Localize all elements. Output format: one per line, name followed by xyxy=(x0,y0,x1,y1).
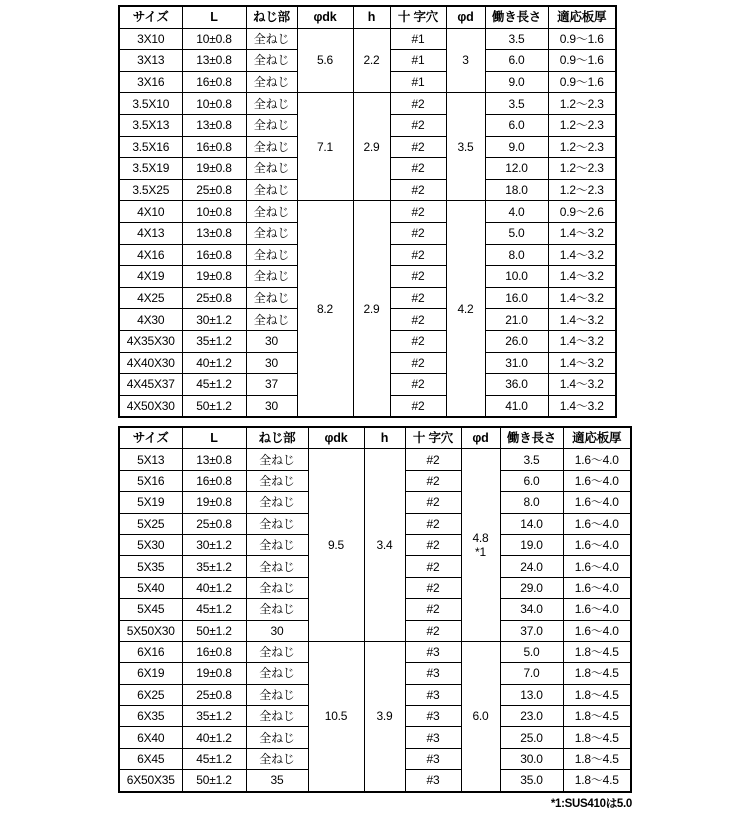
length-cell: 30±1.2 xyxy=(182,309,246,331)
plate-thickness-cell: 1.8～4.5 xyxy=(563,770,631,792)
work-length-cell: 30.0 xyxy=(500,748,563,769)
recess-cell: #2 xyxy=(390,222,446,244)
plate-thickness-cell: 1.6～4.0 xyxy=(563,556,631,577)
length-cell: 13±0.8 xyxy=(182,222,246,244)
recess-cell: #2 xyxy=(390,395,446,417)
thread-cell: 全ねじ xyxy=(246,114,297,136)
work-length-cell: 29.0 xyxy=(500,577,563,598)
thread-cell: 全ねじ xyxy=(246,201,297,223)
size-cell: 3.5X16 xyxy=(119,136,182,158)
recess-cell: #2 xyxy=(390,266,446,288)
work-length-cell: 3.5 xyxy=(485,28,548,50)
work-length-cell: 16.0 xyxy=(485,287,548,309)
recess-cell: #3 xyxy=(405,748,461,769)
header-row xyxy=(119,6,616,28)
size-cell: 3.5X10 xyxy=(119,93,182,115)
recess-cell: #2 xyxy=(390,158,446,180)
plate-thickness-cell: 1.6～4.0 xyxy=(563,470,631,491)
size-cell: 5X16 xyxy=(119,470,182,491)
work-length-cell: 6.0 xyxy=(485,114,548,136)
size-cell: 5X19 xyxy=(119,492,182,513)
dia-cell: 4.2 xyxy=(446,201,485,417)
spec-table-1 xyxy=(118,5,617,418)
plate-thickness-cell: 1.8～4.5 xyxy=(563,663,631,684)
length-cell: 35±1.2 xyxy=(182,556,246,577)
recess-cell: #3 xyxy=(405,706,461,727)
thread-cell: 30 xyxy=(246,330,297,352)
plate-thickness-cell: 0.9～2.6 xyxy=(548,201,616,223)
col-head-height-header: h xyxy=(364,427,405,449)
thread-cell: 全ねじ xyxy=(246,222,297,244)
head-dia-cell: 7.1 xyxy=(297,93,353,201)
size-cell: 4X40X30 xyxy=(119,352,182,374)
work-length-cell: 36.0 xyxy=(485,374,548,396)
thread-cell: 全ねじ xyxy=(246,158,297,180)
recess-cell: #2 xyxy=(390,93,446,115)
recess-cell: #2 xyxy=(390,136,446,158)
thread-cell: 全ねじ xyxy=(246,470,308,491)
dia-note-marker: *1 xyxy=(475,545,486,560)
col-size-header: サイズ xyxy=(119,427,182,449)
thread-cell: 全ねじ xyxy=(246,641,308,662)
work-length-cell: 35.0 xyxy=(500,770,563,792)
work-length-cell: 13.0 xyxy=(500,684,563,705)
size-cell: 3X13 xyxy=(119,50,182,72)
plate-thickness-cell: 1.8～4.5 xyxy=(563,727,631,748)
col-plate-thickness-header: 適応板厚 xyxy=(548,6,616,28)
col-length-header: L xyxy=(182,6,246,28)
length-cell: 16±0.8 xyxy=(182,641,246,662)
recess-cell: #2 xyxy=(390,330,446,352)
table-row xyxy=(119,28,616,50)
col-thread-header: ねじ部 xyxy=(246,427,308,449)
work-length-cell: 3.5 xyxy=(485,93,548,115)
work-length-cell: 3.5 xyxy=(500,449,563,470)
head-dia-cell: 8.2 xyxy=(297,201,353,417)
length-cell: 25±0.8 xyxy=(182,684,246,705)
col-head-height-header: h xyxy=(353,6,390,28)
size-cell: 4X16 xyxy=(119,244,182,266)
recess-cell: #2 xyxy=(405,599,461,620)
col-length-header: L xyxy=(182,427,246,449)
recess-cell: #3 xyxy=(405,727,461,748)
thread-cell: 37 xyxy=(246,374,297,396)
col-work-length-header: 働き長さ xyxy=(500,427,563,449)
plate-thickness-cell: 0.9～1.6 xyxy=(548,28,616,50)
work-length-cell: 37.0 xyxy=(500,620,563,641)
size-cell: 6X16 xyxy=(119,641,182,662)
thread-cell: 全ねじ xyxy=(246,179,297,201)
plate-thickness-cell: 1.4～3.2 xyxy=(548,395,616,417)
size-cell: 3X10 xyxy=(119,28,182,50)
work-length-cell: 8.0 xyxy=(500,492,563,513)
plate-thickness-cell: 1.4～3.2 xyxy=(548,266,616,288)
col-dia-header: φd xyxy=(446,6,485,28)
work-length-cell: 31.0 xyxy=(485,352,548,374)
thread-cell: 全ねじ xyxy=(246,244,297,266)
recess-cell: #3 xyxy=(405,663,461,684)
thread-cell: 全ねじ xyxy=(246,93,297,115)
table-row xyxy=(119,201,616,223)
plate-thickness-cell: 1.8～4.5 xyxy=(563,641,631,662)
plate-thickness-cell: 0.9～1.6 xyxy=(548,50,616,72)
head-height-cell: 2.9 xyxy=(353,201,390,417)
length-cell: 10±0.8 xyxy=(182,28,246,50)
size-cell: 6X40 xyxy=(119,727,182,748)
recess-cell: #2 xyxy=(390,114,446,136)
length-cell: 16±0.8 xyxy=(182,470,246,491)
work-length-cell: 18.0 xyxy=(485,179,548,201)
head-height-cell: 2.2 xyxy=(353,28,390,93)
col-thread-header: ねじ部 xyxy=(246,6,297,28)
work-length-cell: 5.0 xyxy=(500,641,563,662)
thread-cell: 全ねじ xyxy=(246,577,308,598)
head-height-cell: 3.4 xyxy=(364,449,405,642)
thread-cell: 35 xyxy=(246,770,308,792)
work-length-cell: 14.0 xyxy=(500,513,563,534)
plate-thickness-cell: 1.6～4.0 xyxy=(563,599,631,620)
thread-cell: 全ねじ xyxy=(246,28,297,50)
length-cell: 16±0.8 xyxy=(182,244,246,266)
head-dia-cell: 10.5 xyxy=(308,641,364,791)
thread-cell: 全ねじ xyxy=(246,534,308,555)
work-length-cell: 23.0 xyxy=(500,706,563,727)
recess-cell: #1 xyxy=(390,50,446,72)
col-head-dia-header: φdk xyxy=(297,6,353,28)
size-cell: 4X19 xyxy=(119,266,182,288)
size-cell: 4X45X37 xyxy=(119,374,182,396)
work-length-cell: 24.0 xyxy=(500,556,563,577)
col-work-length-header: 働き長さ xyxy=(485,6,548,28)
recess-cell: #2 xyxy=(390,374,446,396)
head-height-cell: 3.9 xyxy=(364,641,405,791)
recess-cell: #2 xyxy=(405,449,461,470)
plate-thickness-cell: 0.9～1.6 xyxy=(548,71,616,93)
recess-cell: #2 xyxy=(405,577,461,598)
plate-thickness-cell: 1.6～4.0 xyxy=(563,534,631,555)
recess-cell: #2 xyxy=(390,201,446,223)
length-cell: 40±1.2 xyxy=(182,727,246,748)
recess-cell: #1 xyxy=(390,71,446,93)
head-height-cell: 2.9 xyxy=(353,93,390,201)
plate-thickness-cell: 1.2～2.3 xyxy=(548,114,616,136)
thread-cell: 30 xyxy=(246,352,297,374)
work-length-cell: 8.0 xyxy=(485,244,548,266)
size-cell: 5X35 xyxy=(119,556,182,577)
size-cell: 3X16 xyxy=(119,71,182,93)
recess-cell: #2 xyxy=(390,287,446,309)
length-cell: 50±1.2 xyxy=(182,770,246,792)
plate-thickness-cell: 1.6～4.0 xyxy=(563,513,631,534)
thread-cell: 全ねじ xyxy=(246,599,308,620)
size-cell: 3.5X19 xyxy=(119,158,182,180)
table-header xyxy=(119,427,631,449)
size-cell: 5X40 xyxy=(119,577,182,598)
recess-cell: #2 xyxy=(405,534,461,555)
length-cell: 10±0.8 xyxy=(182,201,246,223)
length-cell: 19±0.8 xyxy=(182,158,246,180)
thread-cell: 全ねじ xyxy=(246,50,297,72)
table-row xyxy=(119,641,631,662)
length-cell: 35±1.2 xyxy=(182,706,246,727)
recess-cell: #3 xyxy=(405,684,461,705)
dia-cell xyxy=(461,449,500,642)
size-cell: 6X45 xyxy=(119,748,182,769)
col-recess-header: 十 字穴 xyxy=(405,427,461,449)
thread-cell: 全ねじ xyxy=(246,266,297,288)
table-body xyxy=(119,449,631,792)
thread-cell: 全ねじ xyxy=(246,309,297,331)
length-cell: 35±1.2 xyxy=(182,330,246,352)
plate-thickness-cell: 1.2～2.3 xyxy=(548,179,616,201)
head-dia-cell: 9.5 xyxy=(308,449,364,642)
recess-cell: #3 xyxy=(405,770,461,792)
work-length-cell: 41.0 xyxy=(485,395,548,417)
plate-thickness-cell: 1.8～4.5 xyxy=(563,684,631,705)
size-cell: 4X10 xyxy=(119,201,182,223)
size-cell: 4X25 xyxy=(119,287,182,309)
recess-cell: #2 xyxy=(405,470,461,491)
size-cell: 5X45 xyxy=(119,599,182,620)
recess-cell: #2 xyxy=(390,352,446,374)
table-row xyxy=(119,449,631,470)
plate-thickness-cell: 1.4～3.2 xyxy=(548,244,616,266)
work-length-cell: 34.0 xyxy=(500,599,563,620)
work-length-cell: 7.0 xyxy=(500,663,563,684)
col-dia-header: φd xyxy=(461,427,500,449)
work-length-cell: 9.0 xyxy=(485,71,548,93)
plate-thickness-cell: 1.6～4.0 xyxy=(563,449,631,470)
recess-cell: #2 xyxy=(390,179,446,201)
length-cell: 13±0.8 xyxy=(182,449,246,470)
length-cell: 25±0.8 xyxy=(182,287,246,309)
plate-thickness-cell: 1.8～4.5 xyxy=(563,748,631,769)
plate-thickness-cell: 1.4～3.2 xyxy=(548,352,616,374)
table-row xyxy=(119,93,616,115)
plate-thickness-cell: 1.6～4.0 xyxy=(563,492,631,513)
size-cell: 4X50X30 xyxy=(119,395,182,417)
work-length-cell: 26.0 xyxy=(485,330,548,352)
recess-cell: #1 xyxy=(390,28,446,50)
work-length-cell: 10.0 xyxy=(485,266,548,288)
spec-table-2 xyxy=(118,426,632,793)
thread-cell: 全ねじ xyxy=(246,513,308,534)
recess-cell: #2 xyxy=(405,513,461,534)
work-length-cell: 5.0 xyxy=(485,222,548,244)
plate-thickness-cell: 1.2～2.3 xyxy=(548,93,616,115)
size-cell: 5X25 xyxy=(119,513,182,534)
plate-thickness-cell: 1.4～3.2 xyxy=(548,330,616,352)
footnote: *1:SUS410は5.0 xyxy=(550,798,632,810)
plate-thickness-cell: 1.4～3.2 xyxy=(548,374,616,396)
size-cell: 5X50X30 xyxy=(119,620,182,641)
col-size-header: サイズ xyxy=(119,6,182,28)
size-cell: 6X25 xyxy=(119,684,182,705)
thread-cell: 全ねじ xyxy=(246,727,308,748)
recess-cell: #2 xyxy=(390,244,446,266)
thread-cell: 全ねじ xyxy=(246,492,308,513)
recess-cell: #2 xyxy=(390,309,446,331)
length-cell: 40±1.2 xyxy=(182,577,246,598)
length-cell: 30±1.2 xyxy=(182,534,246,555)
plate-thickness-cell: 1.2～2.3 xyxy=(548,136,616,158)
dia-cell: 6.0 xyxy=(461,641,500,791)
work-length-cell: 19.0 xyxy=(500,534,563,555)
dia-value: 4.8 xyxy=(472,531,489,546)
recess-cell: #3 xyxy=(405,641,461,662)
recess-cell: #2 xyxy=(405,556,461,577)
thread-cell: 全ねじ xyxy=(246,663,308,684)
thread-cell: 30 xyxy=(246,395,297,417)
size-cell: 5X30 xyxy=(119,534,182,555)
plate-thickness-cell: 1.4～3.2 xyxy=(548,309,616,331)
dia-cell: 3 xyxy=(446,28,485,93)
col-plate-thickness-header: 適応板厚 xyxy=(563,427,631,449)
thread-cell: 全ねじ xyxy=(246,136,297,158)
size-cell: 6X50X35 xyxy=(119,770,182,792)
work-length-cell: 6.0 xyxy=(500,470,563,491)
length-cell: 50±1.2 xyxy=(182,620,246,641)
length-cell: 45±1.2 xyxy=(182,374,246,396)
length-cell: 25±0.8 xyxy=(182,513,246,534)
work-length-cell: 12.0 xyxy=(485,158,548,180)
length-cell: 50±1.2 xyxy=(182,395,246,417)
length-cell: 10±0.8 xyxy=(182,93,246,115)
thread-cell: 全ねじ xyxy=(246,556,308,577)
length-cell: 40±1.2 xyxy=(182,352,246,374)
size-cell: 3.5X13 xyxy=(119,114,182,136)
plate-thickness-cell: 1.4～3.2 xyxy=(548,222,616,244)
thread-cell: 全ねじ xyxy=(246,748,308,769)
head-dia-cell: 5.6 xyxy=(297,28,353,93)
plate-thickness-cell: 1.2～2.3 xyxy=(548,158,616,180)
length-cell: 45±1.2 xyxy=(182,599,246,620)
table-header xyxy=(119,6,616,28)
size-cell: 3.5X25 xyxy=(119,179,182,201)
size-cell: 4X13 xyxy=(119,222,182,244)
col-recess-header: 十 字穴 xyxy=(390,6,446,28)
thread-cell: 全ねじ xyxy=(246,287,297,309)
size-cell: 6X19 xyxy=(119,663,182,684)
size-cell: 5X13 xyxy=(119,449,182,470)
size-cell: 4X35X30 xyxy=(119,330,182,352)
length-cell: 13±0.8 xyxy=(182,114,246,136)
plate-thickness-cell: 1.6～4.0 xyxy=(563,577,631,598)
plate-thickness-cell: 1.6～4.0 xyxy=(563,620,631,641)
header-row xyxy=(119,427,631,449)
length-cell: 45±1.2 xyxy=(182,748,246,769)
recess-cell: #2 xyxy=(405,620,461,641)
work-length-cell: 4.0 xyxy=(485,201,548,223)
work-length-cell: 25.0 xyxy=(500,727,563,748)
work-length-cell: 6.0 xyxy=(485,50,548,72)
size-cell: 6X35 xyxy=(119,706,182,727)
thread-cell: 全ねじ xyxy=(246,706,308,727)
length-cell: 19±0.8 xyxy=(182,266,246,288)
thread-cell: 全ねじ xyxy=(246,684,308,705)
col-head-dia-header: φdk xyxy=(308,427,364,449)
length-cell: 16±0.8 xyxy=(182,136,246,158)
thread-cell: 全ねじ xyxy=(246,449,308,470)
size-cell: 4X30 xyxy=(119,309,182,331)
plate-thickness-cell: 1.4～3.2 xyxy=(548,287,616,309)
length-cell: 25±0.8 xyxy=(182,179,246,201)
length-cell: 19±0.8 xyxy=(182,492,246,513)
length-cell: 13±0.8 xyxy=(182,50,246,72)
thread-cell: 30 xyxy=(246,620,308,641)
work-length-cell: 21.0 xyxy=(485,309,548,331)
length-cell: 19±0.8 xyxy=(182,663,246,684)
table-body xyxy=(119,28,616,417)
plate-thickness-cell: 1.8～4.5 xyxy=(563,706,631,727)
recess-cell: #2 xyxy=(405,492,461,513)
length-cell: 16±0.8 xyxy=(182,71,246,93)
thread-cell: 全ねじ xyxy=(246,71,297,93)
work-length-cell: 9.0 xyxy=(485,136,548,158)
dia-cell: 3.5 xyxy=(446,93,485,201)
